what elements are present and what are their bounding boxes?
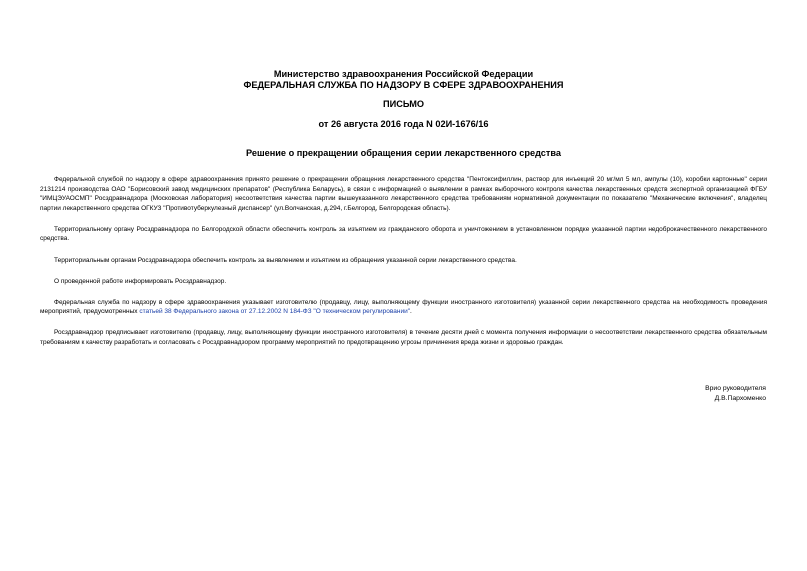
paragraph-text: Федеральная служба по надзору в сфере здравоохранения указывает изготовителю (продавцу, лицу, выполняющему функции иностранного изготовителя) указанной серии лекарственного средства на необходимость проведения мероприятий, предусмотренных <box>40 298 767 316</box>
paragraph-territorial-control: Территориальным органам Росздравнадзора обеспечить контроль за выявлением и изъятием из обращения указанной серии лекарственного средства. <box>54 256 517 264</box>
document-date-number: от 26 августа 2016 года N 02И-1676/16 <box>318 119 489 129</box>
signatory-position: Врио руководителя <box>705 385 766 392</box>
paragraph-manufacturer-measures <box>40 298 767 317</box>
paragraph-inform: О проведенной работе информировать Росздравнадзор. <box>54 277 227 285</box>
signature-block <box>705 384 766 404</box>
paragraph-decision: Федеральной службой по надзору в сфере здравоохранения принято решение о прекращении обращения лекарственного средства "Пентоксифиллин, раствор для инъекций 20 мг/мл 5 мл, ампулы (10), коробки картонные" серии 2131214 производства ОАО "Борисовский завод медицинских препаратов" (Республика Беларусь), в связи с информацией о выявлении в рамках выборочного контроля качества лекарственных средств экспертной организацией ФГБУ "ИМЦЭУАОСМП" Росздравнадзора (Московская лаборатория) несоответствия качества партии вышеуказанного лекарственного средства требованиям нормативной документации по показателю "Механические включения", владелец партии лекарственного средства ОГКУЗ "Противотуберкулезный диспансер" (ул.Волчанская, д.294, г.Белгород, Белгородская область). <box>40 176 767 212</box>
service-name: ФЕДЕРАЛЬНАЯ СЛУЖБА ПО НАДЗОРУ В СФЕРЕ ЗДРАВООХРАНЕНИЯ <box>243 80 564 90</box>
paragraph-text: . <box>410 308 412 316</box>
law-reference-link[interactable]: статьей 38 Федерального закона от 27.12.2002 N 184-ФЗ "О техническом регулировании" <box>139 308 411 316</box>
paragraph-prescription: Росздравнадзор предписывает изготовителю (продавцу, лицу, выполняющему функции иностранного изготовителя) в течение десяти дней с момента получения информации о несоответствии лекарственного средства обязательным требованиям к качеству разработать и согласовать с Росздравнадзором программу мероприятий по предотвращению угрозы причинения вреда жизни и здоровью граждан. <box>40 329 767 347</box>
ministry-name: Министерство здравоохранения Российской Федерации <box>273 69 534 79</box>
document-body <box>40 175 767 359</box>
document-subject: Решение о прекращении обращения серии лекарственного средства <box>245 148 562 158</box>
signatory-name: Д.В.Пархоменко <box>714 395 766 402</box>
paragraph-belgorod-control: Территориальному органу Росздравнадзора по Белгородской области обеспечить контроль за изъятием из гражданского оборота и уничтожением в установленном порядке указанной партии недоброкачественного лекарственного средства. <box>40 225 767 243</box>
document-type: ПИСЬМО <box>382 99 425 109</box>
